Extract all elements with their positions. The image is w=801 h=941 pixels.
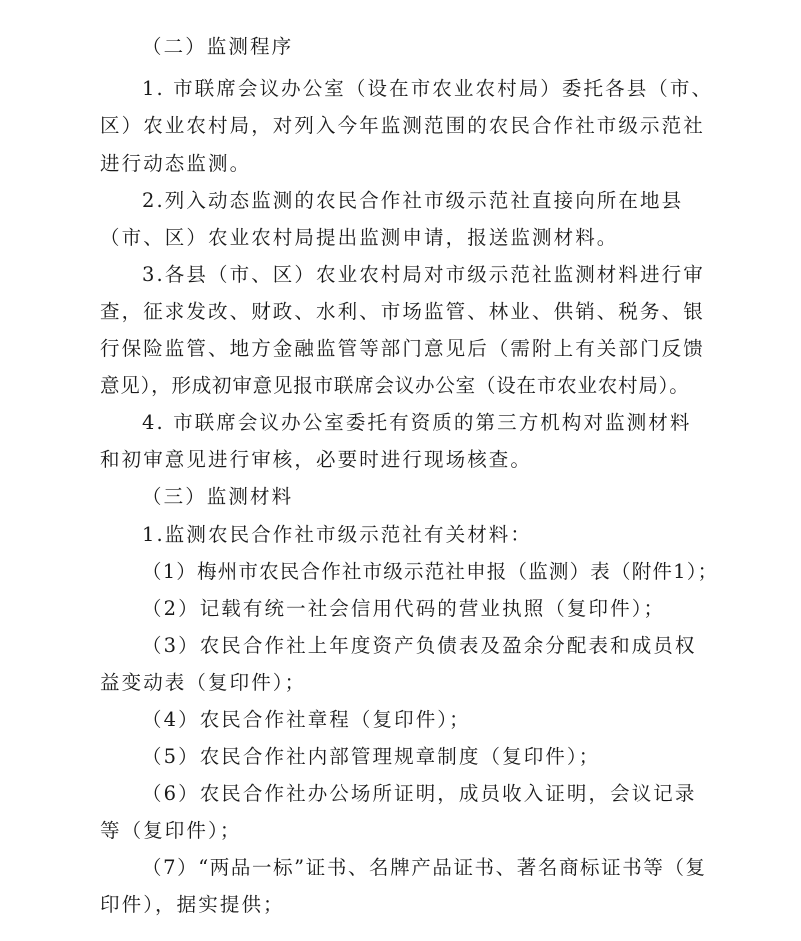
section-heading-monitoring-materials: （三）监测材料 <box>142 485 294 508</box>
list-item-line: 益变动表（复印件）； <box>100 671 307 694</box>
paragraph-line: 4. 市联席会议办公室委托有资质的第三方机构对监测材料 <box>142 411 692 434</box>
paragraph-line: 3.各县（市、区）农业农村局对市级示范社监测材料进行审 <box>142 263 705 286</box>
list-item-line: （1）梅州市农民合作社市级示范社申报（监测）表（附件1）； <box>142 560 719 583</box>
paragraph-line: 1. 市联席会议办公室（设在市农业农村局）委托各县（市、 <box>142 77 714 100</box>
paragraph-line: 区）农业农村局，对列入今年监测范围的农民合作社市级示范社 <box>100 114 705 137</box>
section-heading-monitoring-procedure: （二）监测程序 <box>142 35 294 58</box>
list-item-line: （2）记载有统一社会信用代码的营业执照（复印件）； <box>142 597 666 620</box>
paragraph-line: （市、区）农业农村局提出监测申请，报送监测材料。 <box>100 226 619 249</box>
paragraph-line: 1.监测农民合作社市级示范社有关材料： <box>142 523 533 546</box>
paragraph-line: 行保险监管、地方金融监管等部门意见后（需附上有关部门反馈 <box>100 337 705 360</box>
list-item-line: （4）农民合作社章程（复印件）； <box>142 708 471 731</box>
paragraph-line: 和初审意见进行审核，必要时进行现场核查。 <box>100 448 533 471</box>
list-item-line: （6）农民合作社办公场所证明，成员收入证明，会议记录 <box>142 782 697 805</box>
list-item-line: 等（复印件）； <box>100 819 242 842</box>
list-item-line: （3）农民合作社上年度资产负债表及盈余分配表和成员权 <box>142 634 697 657</box>
list-item-line: （7）“两品一标”证书、名牌产品证书、著名商标证书等（复 <box>142 856 707 879</box>
list-item-line: （5）农民合作社内部管理规章制度（复印件）； <box>142 745 601 768</box>
paragraph-line: 查，征求发改、财政、水利、市场监管、林业、供销、税务、银 <box>100 300 705 323</box>
list-item-line: 印件），据实提供； <box>100 893 285 916</box>
paragraph-line: 2.列入动态监测的农民合作社市级示范社直接向所在地县 <box>142 189 684 212</box>
paragraph-line: 进行动态监测。 <box>100 152 252 175</box>
paragraph-line: 意见），形成初审意见报市联席会议办公室（设在市农业农村局）。 <box>100 374 690 397</box>
